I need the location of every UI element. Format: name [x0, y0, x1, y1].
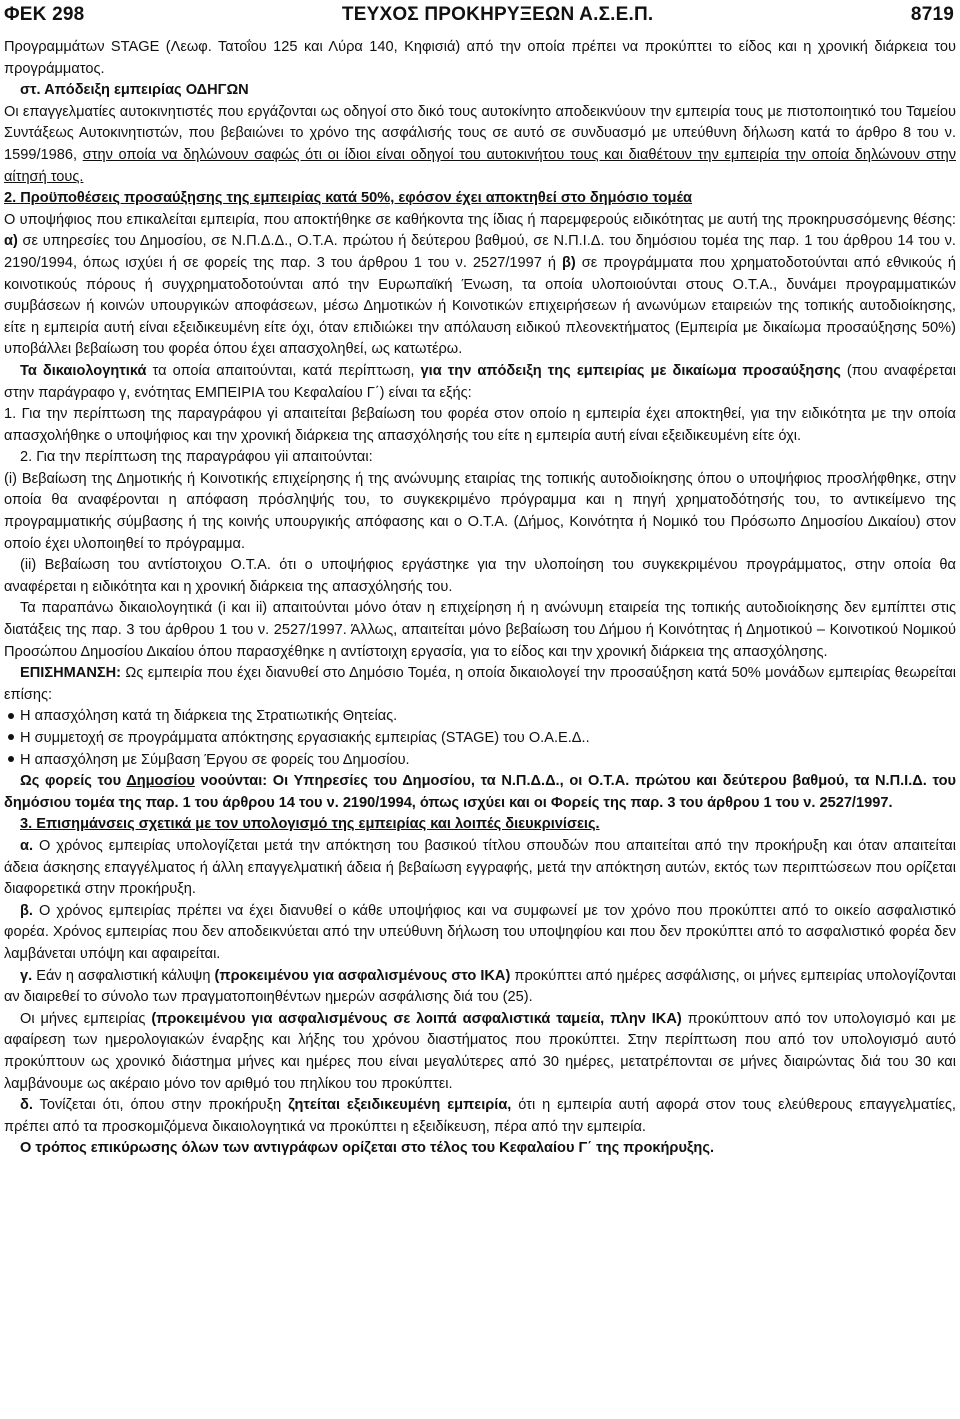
text: ότι η εμπειρία αυτή αφορά στον τους ελεύθερους επαγγελματίες, πρέπει από τα προσκομιζόμενα δικαιολογητικά να προκύπτει η εξειδίκευση, πέρα από την εμπειρία. — [4, 1097, 956, 1135]
paragraph — [4, 1095, 956, 1138]
bold-text: για την απόδειξη της εμπειρίας με δικαίωμα προσαύξησης — [420, 362, 841, 379]
paragraph — [4, 836, 956, 901]
paragraph — [4, 210, 956, 361]
bold-text: (προκειμένου για ασφαλισμένους στο ΙΚΑ) — [214, 967, 511, 984]
document-body — [4, 37, 956, 1160]
list-item-text: Η απασχόληση κατά τη διάρκεια της Στρατιωτικής Θητείας. — [20, 708, 398, 725]
bullet-icon — [8, 756, 14, 762]
paragraph: (i) Βεβαίωση της Δημοτικής ή Κοινοτικής επιχείρησης ή της ανώνυμης εταιρίας της τοπικής αυτοδιοίκησης όπου ο υποψήφιος προσλήφθηκε, στην οποία θα αναφέρονται η απόφαση πρόσληψής του, το συγκεκριμένο πρόγραμμα και η πηγή χρηματοδότησής του, το αντικείμενο της προγραμματικής σύμβασης ή της κοινής υπουργικής απόφασης και ο Ο.Τ.Α. (Δήμος, Κοινότητα ή Νομικό του Πρόσωπο Δημοσίου Δικαίου) στον οποίο έχει υλοποιηθεί το πρόγραμμα. — [4, 470, 956, 552]
section-heading-2: 2. Προϋποθέσεις προσαύξησης της εμπειρίας κατά 50%, εφόσον έχει αποκτηθεί στο δημόσιο τομέα — [4, 190, 693, 207]
paragraph — [4, 771, 956, 814]
text: Ο υποψήφιος που επικαλείται εμπειρία, που αποκτήθηκε σε καθήκοντα της ίδιας ή παρεμφερούς ειδικότητας με αυτή της προκηρυσσόμενης θέσης: — [4, 211, 956, 228]
text: Ο χρόνος εμπειρίας υπολογίζεται μετά την απόκτηση του βασικού τίτλου σπουδών που απαιτείται από την προκήρυξη και όταν απαιτείται άδεια άσκησης επαγγέλματος ή άλλη επαγγελματική άδεια ή βεβαίωση εγγραφής, μετά την απόκτηση αυτών, εκτός των περιπτώσεων που ορίζεται διαφορετικά στην προκήρυξη. — [4, 837, 956, 898]
list-item-text: Η συμμετοχή σε προγράμματα απόκτησης εργασιακής εμπειρίας (STAGE) του Ο.Α.Ε.Δ.. — [20, 730, 590, 746]
paragraph: Προγραμμάτων STAGE (Λεωφ. Τατοΐου 125 και Λύρα 140, Κηφισιά) από την οποία πρέπει να προκύπτει το είδος και η χρονική διάρκεια του προγράμματος. — [4, 39, 956, 77]
text: Οι επαγγελματίες αυτοκινητιστές που εργάζονται ως οδηγοί στο δικό τους αυτοκίνητο αποδεικνύουν την εμπειρία τους με πιστοποιητικό του Ταμείου Συντάξεως Αυτοκινητιστών, που βεβαιώνει το χρόνο της ασφάλισής τους σε αυτό σε συνδυασμό με υπεύθυνη δήλωση κατά το άρθρο 8 του ν. 1599/1986, — [4, 103, 956, 163]
text: Τονίζεται ότι, όπου στην προκήρυξη — [32, 1097, 289, 1114]
page-number: 8719 — [910, 4, 954, 25]
bold-text: νοούνται: Οι Υπηρεσίες του Δημοσίου, τα Ν.Π.Δ.Δ., οι Ο.Τ.Α. πρώτου και δεύτερου βαθμού, τα Ν.Π.Ι.Δ. του δημόσιου τομέα της παρ. 1 του άρθρου 14 του ν. 2190/1994, όπως ισχύει και οι Φορείς της παρ. 3 του άρθρου 1 του ν. 2527/1997. — [4, 773, 956, 811]
text: Ο χρόνος εμπειρίας πρέπει να έχει διανυθεί ο κάθε υποψήφιος και να συμφωνεί με τον χρόνο που προκύπτει από το οικείο ασφαλιστικό φορέα. Χρόνος εμπειρίας που δεν αποδεικνύεται από την υπεύθυνη δήλωση του υποψηφίου και που δεν προκύπτει από το ασφαλιστικό φορέα δεν λαμβάνεται υπόψη και αφαιρείται. — [4, 902, 956, 962]
bold-text: ζητείται εξειδικευμένη εμπειρία, — [288, 1097, 512, 1114]
item-label: β. — [20, 902, 33, 919]
paragraph: Τα παραπάνω δικαιολογητικά (i και ii) απαιτούνται μόνο όταν η επιχείρηση ή η ανώνυμη εταιρεία της τοπικής αυτοδιοίκησης δεν εμπίπτει στις διατάξεις της παρ. 3 του άρθρου 1 του ν. 2527/1997. Άλλως, απαιτείται μόνο βεβαίωση του Δήμου ή Κοινότητας ή Δημοτικού – Κοινοτικού Νομικού Προσώπου Δημοσίου Δικαίου όπου παρασχέθηκε η αντίστοιχη εργασία, για το είδος και την χρονική διάρκεια της απασχόλησης. — [4, 600, 956, 660]
gazette-series-title: ΤΕΥΧΟΣ ΠΡΟΚΗΡΥΞΕΩΝ Α.Σ.Ε.Π. — [341, 4, 654, 25]
underlined-text: Δημοσίου — [126, 773, 195, 790]
gazette-issue: ΦΕΚ 298 — [4, 4, 85, 25]
page-header — [4, 2, 956, 28]
paragraph: 1. Για την περίπτωση της παραγράφου γi απαιτείται βεβαίωση του φορέα στον οποίο η εμπειρία έχει αποκτηθεί, για την ειδικότητα με την οποία απασχολήθηκε ο υποψήφιος και την χρονική διάρκεια της απασχόλησής του είτε η εμπειρία αυτή είναι εξειδικευμένη είτε όχι. — [4, 406, 956, 444]
paragraph — [4, 1009, 956, 1095]
item-label: γ. — [20, 967, 33, 984]
text: σε υπηρεσίες του Δημοσίου, σε Ν.Π.Δ.Δ., Ο.Τ.Α. πρώτου ή δεύτερου βαθμού, σε Ν.Π.Ι.Δ. του δημόσιου τομέα της παρ. 1 του άρθρου 14 του ν. 2190/1994, όπως ισχύει ή σε φορείς της παρ. 3 του άρθρου 1 του ν. 2527/1997 ή — [4, 233, 956, 271]
bold-text: Ως φορείς του — [20, 773, 127, 790]
list-item — [4, 728, 956, 750]
bullet-icon — [8, 734, 14, 740]
text: προκύπτουν από τον υπολογισμό και με αφαίρεση των ημερολογιακών έναρξης και λήξης του χρόνου διαστήματος που προκύπτει. Στην περίπτωση που από τον υπολογισμό αυτό προκύπτουν ως χρονικό διάστημα μήνες και ημέρες που είναι μεγαλύτερες από 30 ημέρες, μετατρέπονται σε μήνες διαιρώντας διά του 30 και λαμβάνουμε ως ακέραιο μόνο τον αριθμό του πηλίκου του προκύπτει. — [4, 1010, 956, 1092]
final-note: Ο τρόπος επικύρωσης όλων των αντιγράφων ορίζεται στο τέλος του Κεφαλαίου Γ΄ της προκήρυξης. — [20, 1140, 714, 1157]
paragraph — [4, 663, 956, 706]
text: σε προγράμματα που χρηματοδοτούνται από εθνικούς ή κοινοτικούς πόρους ή συγχρηματοδοτούνται από την Ευρωπαϊκή Ένωση, τα οποία υλοποιούνται στους Ο.Τ.Α., δυνάμει προγραμματικών συμβάσεων ή κοινών υπουργικών αποφάσεων, μέσω Δημοτικών ή Κοινοτικών επιχειρήσεων ή ανωνύμων εταιρειών της τοπικής αυτοδιοίκησης, είτε η εμπειρία αυτή είναι εξειδικευμένη είτε όχι, όταν επιδιώκει την απόλαυση ειδικού πλεονεκτήματος (Εμπειρία με δικαίωμα προσαύξησης 50%) υποβάλλει βεβαίωση του φορέα όπου έχει απασχοληθεί, ως κατωτέρω. — [4, 254, 956, 358]
bold-text: α) — [4, 233, 18, 250]
item-label: δ. — [20, 1097, 33, 1114]
text: (που αναφέρεται στην παράγραφο γ, ενότητας ΕΜΠΕΙΡΙΑ του Κεφαλαίου Γ΄) είναι τα εξής: — [4, 362, 956, 401]
bullet-icon — [8, 713, 14, 719]
list-item-text: Η απασχόληση με Σύμβαση Έργου σε φορείς του Δημοσίου. — [20, 751, 410, 768]
underlined-text: στην οποία να δηλώνουν σαφώς ότι οι ίδιοι είναι οδηγοί του αυτοκινήτου τους και διαθέτουν την εμπειρία την οποία δηλώνουν στην αίτησή τους. — [4, 146, 956, 185]
text: τα οποία απαιτούνται, κατά περίπτωση, — [146, 362, 421, 379]
paragraph — [4, 966, 956, 1009]
bold-text: β) — [561, 254, 576, 271]
text: Οι μήνες εμπειρίας — [20, 1010, 152, 1027]
text: Εάν η ασφαλιστική κάλυψη — [32, 967, 215, 984]
item-label: α. — [20, 837, 34, 854]
list-item — [4, 750, 956, 772]
bold-text: ΕΠΙΣΗΜΑΝΣΗ: — [20, 665, 122, 682]
text: προκύπτει από ημέρες ασφάλισης, οι μήνες εμπειρίας υπολογίζονται αν διαιρεθεί το σύνολο των πραγματοποιηθέντων ημερών ασφάλισης διά του (25). — [4, 967, 957, 1006]
bold-text: Τα δικαιολογητικά — [20, 362, 147, 379]
section-heading-st: στ. Απόδειξη εμπειρίας ΟΔΗΓΩΝ — [20, 82, 249, 99]
section-heading-3: 3. Επισημάνσεις σχετικά με τον υπολογισμό της εμπειρίας και λοιπές διευκρινίσεις. — [20, 816, 600, 833]
list-item — [4, 706, 956, 728]
paragraph — [4, 901, 956, 966]
paragraph: 2. Για την περίπτωση της παραγράφου γii απαιτούνται: — [20, 449, 373, 466]
paragraph — [4, 102, 956, 188]
paragraph: (ii) Βεβαίωση του αντίστοιχου Ο.Τ.Α. ότι ο υποψήφιος εργάστηκε για την υλοποίηση του συγκεκριμένου προγράμματος, στην οποία θα αναφέρεται η ειδικότητα και η χρονική διάρκεια της απασχόλησής του. — [4, 557, 956, 595]
paragraph — [4, 361, 956, 404]
bold-text: (προκειμένου για ασφαλισμένους σε λοιπά ασφαλιστικά ταμεία, πλην ΙΚΑ) — [151, 1010, 682, 1027]
text: Ως εμπειρία που έχει διανυθεί στο Δημόσιο Τομέα, η οποία δικαιολογεί την προσαύξηση κατά 50% μονάδων εμπειρίας θεωρείται επίσης: — [4, 665, 956, 703]
